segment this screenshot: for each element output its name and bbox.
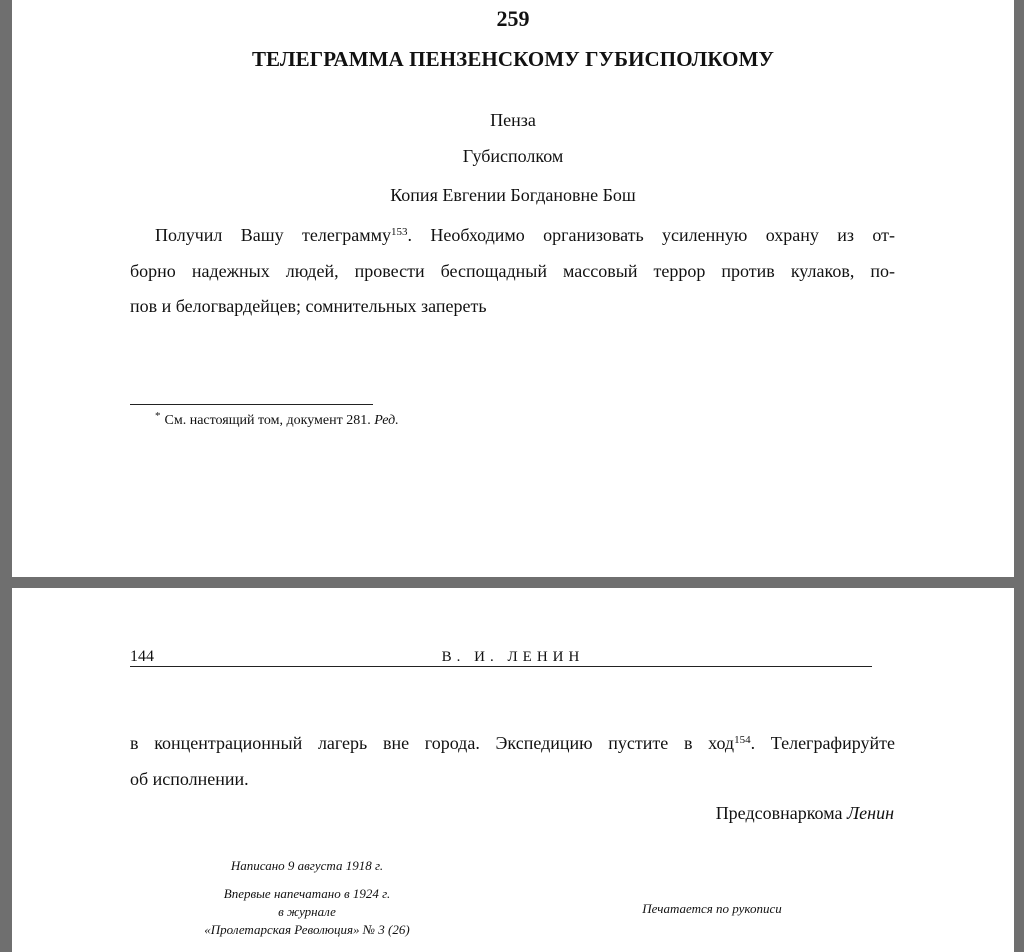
note-printed-from: Печатается по рукописи (642, 901, 782, 916)
body-text: Получил Вашу телеграмму (155, 225, 391, 245)
footnote-text: См. настоящий том, документ 281. (164, 413, 375, 428)
footnote-marker: * (155, 410, 161, 422)
signature-name: Ленин (846, 803, 894, 823)
body-paragraph-line: пов и белогвардейцев; сомнительных запереть (130, 296, 487, 316)
address-copy: Копия Евгении Богдановне Бош (390, 185, 636, 205)
note-written-date: Написано 9 августа 1918 г. (230, 858, 384, 873)
running-head-author: В. И. ЛЕНИН (441, 649, 585, 665)
body-text: . Телеграфируйте (750, 733, 895, 753)
footnote-reference-153: 153 (391, 226, 408, 238)
document-title: ТЕЛЕГРАММА ПЕНЗЕНСКОМУ ГУБИСПОЛКОМУ (251, 47, 775, 71)
body-paragraph-line (155, 225, 895, 246)
body-paragraph-line (130, 733, 895, 754)
footnote-editor-mark: Ред. (374, 413, 399, 428)
signature-title: Предсовнаркома (715, 803, 847, 823)
note-journal-title: «Пролетарская Революция» № 3 (26) (204, 922, 410, 937)
page-number: 144 (130, 648, 154, 665)
address-recipient: Губисполком (462, 146, 564, 166)
footnote (155, 410, 399, 429)
top-page (12, 0, 1014, 577)
body-text: в концентрационный лагерь вне города. Экспедицию пустите в ход (130, 733, 735, 753)
footnote-reference-154: 154 (734, 734, 751, 746)
note-first-printed: Впервые напечатано в 1924 г. (223, 886, 391, 901)
body-text: . Необходимо организовать усиленную охрану из от- (407, 225, 896, 245)
bottom-page (12, 588, 1014, 952)
body-paragraph-line: борно надежных людей, провести беспощадный массовый террор против кулаков, по- (130, 261, 895, 281)
address-city: Пенза (490, 110, 536, 130)
signature (716, 803, 894, 824)
footnote-divider (130, 404, 373, 405)
body-paragraph-line: об исполнении. (130, 769, 249, 789)
note-first-printed-journal: в журнале (278, 904, 336, 919)
document-number: 259 (496, 6, 530, 31)
